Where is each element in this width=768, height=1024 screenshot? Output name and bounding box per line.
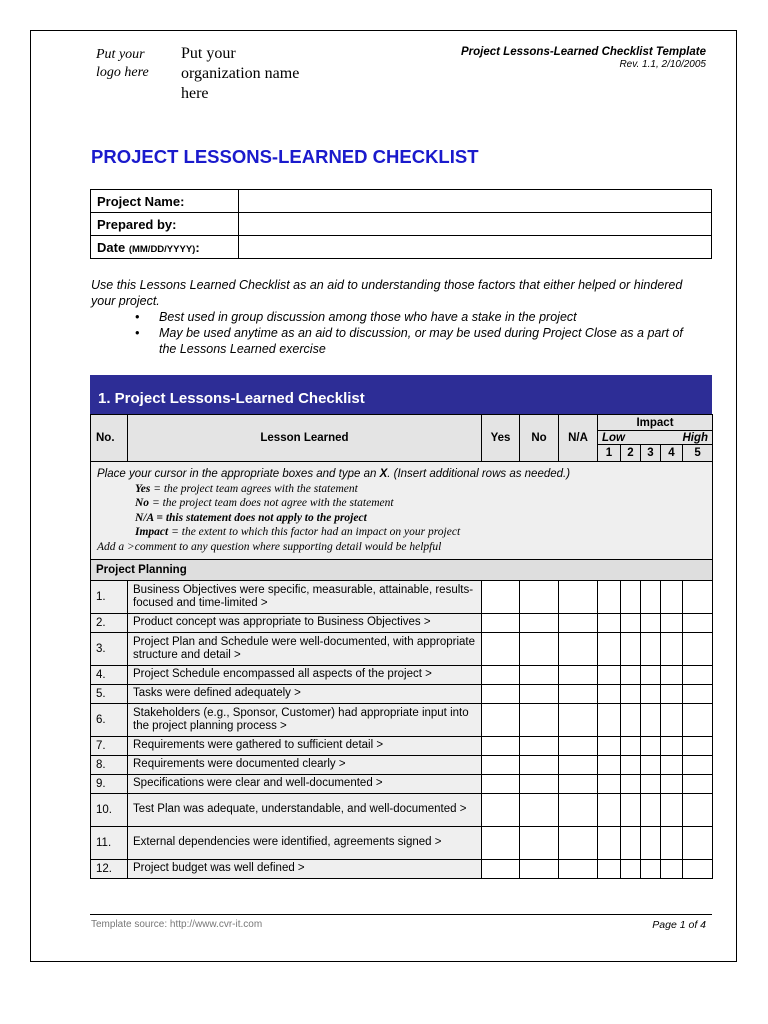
impact-low-label: Low [602, 431, 625, 444]
col-na-header: N/A [559, 415, 598, 462]
impact-term: Impact [135, 526, 169, 538]
impact-3-cell[interactable] [641, 704, 661, 737]
yes-cell[interactable] [482, 633, 520, 666]
impact-5-cell[interactable] [683, 704, 713, 737]
na-cell[interactable] [559, 666, 598, 685]
row-number: 3. [91, 633, 128, 666]
impact-1-cell[interactable] [598, 860, 621, 879]
impact-4-cell[interactable] [661, 756, 683, 775]
impact-5-cell[interactable] [683, 581, 713, 614]
impact-1-cell[interactable] [598, 737, 621, 756]
impact-5-cell[interactable] [683, 775, 713, 794]
no-term: No [135, 497, 150, 509]
no-definition: = the project team does not agree with the statement [149, 497, 394, 509]
impact-4-cell[interactable] [661, 827, 683, 860]
impact-3-cell[interactable] [641, 685, 661, 704]
category-project-planning: Project Planning [91, 560, 713, 581]
impact-2-cell[interactable] [621, 704, 641, 737]
row-number: 2. [91, 614, 128, 633]
no-cell[interactable] [520, 633, 559, 666]
no-cell[interactable] [520, 614, 559, 633]
lesson-text: External dependencies were identified, agreements signed > [128, 827, 482, 860]
lesson-text: Business Objectives were specific, measurable, attainable, results-focused and time-limited > [128, 581, 482, 614]
impact-4-header: 4 [661, 445, 683, 462]
instr-text: Place your cursor in the appropriate boxes and type an [97, 468, 380, 480]
date-format-hint: (MM/DD/YYYY) [128, 243, 196, 255]
yes-cell[interactable] [482, 737, 520, 756]
impact-4-cell[interactable] [661, 633, 683, 666]
no-cell[interactable] [520, 827, 559, 860]
impact-3-cell[interactable] [641, 633, 661, 666]
intro-bullets [135, 309, 695, 357]
impact-4-cell[interactable] [661, 614, 683, 633]
impact-5-cell[interactable] [683, 614, 713, 633]
instructions-impact [97, 525, 706, 540]
na-cell[interactable] [559, 737, 598, 756]
impact-1-cell[interactable] [598, 633, 621, 666]
row-number: 4. [91, 666, 128, 685]
impact-high-label: High [682, 431, 709, 444]
header-right [461, 45, 706, 71]
organization-name-placeholder: Put your organization name here [181, 45, 300, 102]
impact-3-header: 3 [641, 445, 661, 462]
na-cell[interactable] [559, 756, 598, 775]
yes-term: Yes [135, 482, 151, 495]
impact-4-cell[interactable] [661, 666, 683, 685]
no-cell[interactable] [520, 794, 559, 827]
template-title: Project Lessons-Learned Checklist Template [461, 46, 706, 58]
na-cell[interactable] [559, 581, 598, 614]
impact-5-cell[interactable] [683, 860, 713, 879]
instructions-no [97, 496, 706, 511]
footer-source: Template source: http://www.cvr-it.com [91, 919, 263, 930]
table-row [91, 794, 713, 827]
impact-4-cell[interactable] [661, 581, 683, 614]
impact-5-cell[interactable] [683, 737, 713, 756]
yes-cell[interactable] [482, 794, 520, 827]
row-number: 1. [91, 581, 128, 614]
prepared-by-label: Prepared by: [91, 213, 239, 236]
instructions-line-1 [97, 467, 706, 482]
na-cell[interactable] [559, 685, 598, 704]
impact-1-header: 1 [598, 445, 621, 462]
bullet-icon: • [135, 310, 140, 324]
row-number: 5. [91, 685, 128, 704]
instr-x: X [379, 468, 388, 480]
no-cell[interactable] [520, 704, 559, 737]
yes-cell[interactable] [482, 614, 520, 633]
yes-cell[interactable] [482, 666, 520, 685]
impact-scale [598, 431, 713, 445]
impact-1-cell[interactable] [598, 666, 621, 685]
impact-2-cell[interactable] [621, 860, 641, 879]
revision-label: Rev. 1.1, 2/10/2005 [619, 59, 706, 70]
no-cell[interactable] [520, 737, 559, 756]
date-field[interactable] [239, 236, 712, 259]
impact-1-cell[interactable] [598, 704, 621, 737]
impact-3-cell[interactable] [641, 756, 661, 775]
bullet-text: Best used in group discussion among those who have a stake in the project [159, 310, 577, 324]
impact-2-cell[interactable] [621, 775, 641, 794]
info-row-prepared-by [91, 213, 712, 236]
date-label-text: Date [97, 239, 126, 255]
bullet-item [135, 325, 695, 357]
table-row [91, 581, 713, 614]
row-number: 9. [91, 775, 128, 794]
na-cell[interactable] [559, 704, 598, 737]
impact-5-cell[interactable] [683, 685, 713, 704]
lesson-text: Project Schedule encompassed all aspects of the project > [128, 666, 482, 685]
row-number: 6. [91, 704, 128, 737]
impact-2-cell[interactable] [621, 633, 641, 666]
impact-3-cell[interactable] [641, 666, 661, 685]
instructions-row [91, 462, 713, 560]
impact-2-header: 2 [621, 445, 641, 462]
impact-1-cell[interactable] [598, 614, 621, 633]
impact-4-cell[interactable] [661, 794, 683, 827]
table-row [91, 614, 713, 633]
no-cell[interactable] [520, 860, 559, 879]
impact-3-cell[interactable] [641, 860, 661, 879]
table-row [91, 827, 713, 860]
impact-1-cell[interactable] [598, 827, 621, 860]
impact-2-cell[interactable] [621, 685, 641, 704]
bullet-item [135, 309, 695, 325]
impact-4-cell[interactable] [661, 704, 683, 737]
row-number: 8. [91, 756, 128, 775]
yes-cell[interactable] [482, 775, 520, 794]
impact-3-cell[interactable] [641, 794, 661, 827]
no-cell[interactable] [520, 666, 559, 685]
logo-placeholder: Put your logo here [96, 47, 149, 80]
no-cell[interactable] [520, 581, 559, 614]
impact-1-cell[interactable] [598, 581, 621, 614]
na-cell[interactable] [559, 860, 598, 879]
no-cell[interactable] [520, 685, 559, 704]
impact-5-cell[interactable] [683, 794, 713, 827]
instructions-na: N/A = this statement does not apply to the project [135, 511, 367, 524]
yes-cell[interactable] [482, 581, 520, 614]
na-cell[interactable] [559, 633, 598, 666]
impact-2-cell[interactable] [621, 666, 641, 685]
prepared-by-field[interactable] [239, 213, 712, 236]
impact-5-cell[interactable] [683, 633, 713, 666]
table-row [91, 737, 713, 756]
col-no-header: No. [91, 415, 128, 462]
instr-text: . (Insert additional rows as needed.) [387, 468, 571, 480]
lesson-text: Project budget was well defined > [128, 860, 482, 879]
lesson-text: Requirements were documented clearly > [128, 756, 482, 775]
page-number: Page 1 of 4 [652, 919, 706, 931]
document-title: PROJECT LESSONS-LEARNED CHECKLIST [91, 146, 479, 167]
date-label-colon: : [195, 239, 200, 255]
table-row [91, 633, 713, 666]
table-row [91, 685, 713, 704]
header-row [91, 415, 713, 431]
instructions-yes [97, 482, 706, 497]
table-row [91, 666, 713, 685]
impact-definition: = the extent to which this factor had an impact on your project [168, 526, 461, 538]
date-label [91, 236, 239, 259]
impact-1-cell[interactable] [598, 775, 621, 794]
project-name-label: Project Name: [91, 190, 239, 213]
impact-4-cell[interactable] [661, 737, 683, 756]
impact-4-cell[interactable] [661, 685, 683, 704]
yes-cell[interactable] [482, 860, 520, 879]
intro-text: Use this Lessons Learned Checklist as an aid to understanding those factors that either helped or hindered your project. [91, 278, 683, 308]
impact-1-cell[interactable] [598, 756, 621, 775]
col-lesson-header: Lesson Learned [128, 415, 482, 462]
lesson-text: Specifications were clear and well-documented > [128, 775, 482, 794]
na-cell[interactable] [559, 827, 598, 860]
impact-1-cell[interactable] [598, 685, 621, 704]
lesson-text: Stakeholders (e.g., Sponsor, Customer) had appropriate input into the project planning process > [128, 704, 482, 737]
impact-5-cell[interactable] [683, 756, 713, 775]
lesson-text: Product concept was appropriate to Business Objectives > [128, 614, 482, 633]
no-cell[interactable] [520, 756, 559, 775]
impact-2-cell[interactable] [621, 794, 641, 827]
row-number: 7. [91, 737, 128, 756]
col-no-answer-header: No [520, 415, 559, 462]
bullet-text: May be used anytime as an aid to discussion, or may be used during Project Close as a part of the Lessons Learned exercise [159, 326, 683, 356]
impact-5-cell[interactable] [683, 827, 713, 860]
row-number: 12. [91, 860, 128, 879]
section-header: 1. Project Lessons-Learned Checklist [90, 375, 712, 415]
impact-2-cell[interactable] [621, 827, 641, 860]
na-cell[interactable] [559, 614, 598, 633]
table-row [91, 704, 713, 737]
impact-2-cell[interactable] [621, 581, 641, 614]
project-name-field[interactable] [239, 190, 712, 213]
bullet-icon: • [135, 326, 140, 340]
row-number: 11. [91, 827, 128, 860]
lesson-text: Test Plan was adequate, understandable, and well-documented > [128, 794, 482, 827]
impact-3-cell[interactable] [641, 581, 661, 614]
impact-2-cell[interactable] [621, 614, 641, 633]
lesson-text: Tasks were defined adequately > [128, 685, 482, 704]
impact-2-cell[interactable] [621, 737, 641, 756]
col-yes-header: Yes [482, 415, 520, 462]
impact-2-cell[interactable] [621, 756, 641, 775]
checklist-table [90, 414, 713, 879]
category-row [91, 560, 713, 581]
yes-definition: = the project team agrees with the statement [150, 482, 358, 495]
impact-3-cell[interactable] [641, 827, 661, 860]
lesson-text: Project Plan and Schedule were well-documented, with appropriate structure and detail > [128, 633, 482, 666]
impact-5-header: 5 [683, 445, 713, 462]
footer-divider [90, 914, 712, 915]
impact-3-cell[interactable] [641, 614, 661, 633]
yes-cell[interactable] [482, 704, 520, 737]
table-row [91, 756, 713, 775]
lesson-text: Requirements were gathered to sufficient detail > [128, 737, 482, 756]
na-cell[interactable] [559, 775, 598, 794]
instructions [91, 462, 713, 560]
impact-3-cell[interactable] [641, 775, 661, 794]
impact-5-cell[interactable] [683, 666, 713, 685]
instructions-comment: Add a >comment to any question where supporting detail would be helpful [97, 540, 442, 553]
impact-4-cell[interactable] [661, 860, 683, 879]
col-impact-header: Impact [598, 415, 713, 431]
no-cell[interactable] [520, 775, 559, 794]
yes-cell[interactable] [482, 827, 520, 860]
yes-cell[interactable] [482, 685, 520, 704]
project-info-table [90, 189, 712, 259]
table-row [91, 860, 713, 879]
na-cell[interactable] [559, 794, 598, 827]
row-number: 10. [91, 794, 128, 827]
impact-1-cell[interactable] [598, 794, 621, 827]
impact-3-cell[interactable] [641, 737, 661, 756]
yes-cell[interactable] [482, 756, 520, 775]
impact-4-cell[interactable] [661, 775, 683, 794]
info-row-date [91, 236, 712, 259]
table-row [91, 775, 713, 794]
info-row-project-name [91, 190, 712, 213]
